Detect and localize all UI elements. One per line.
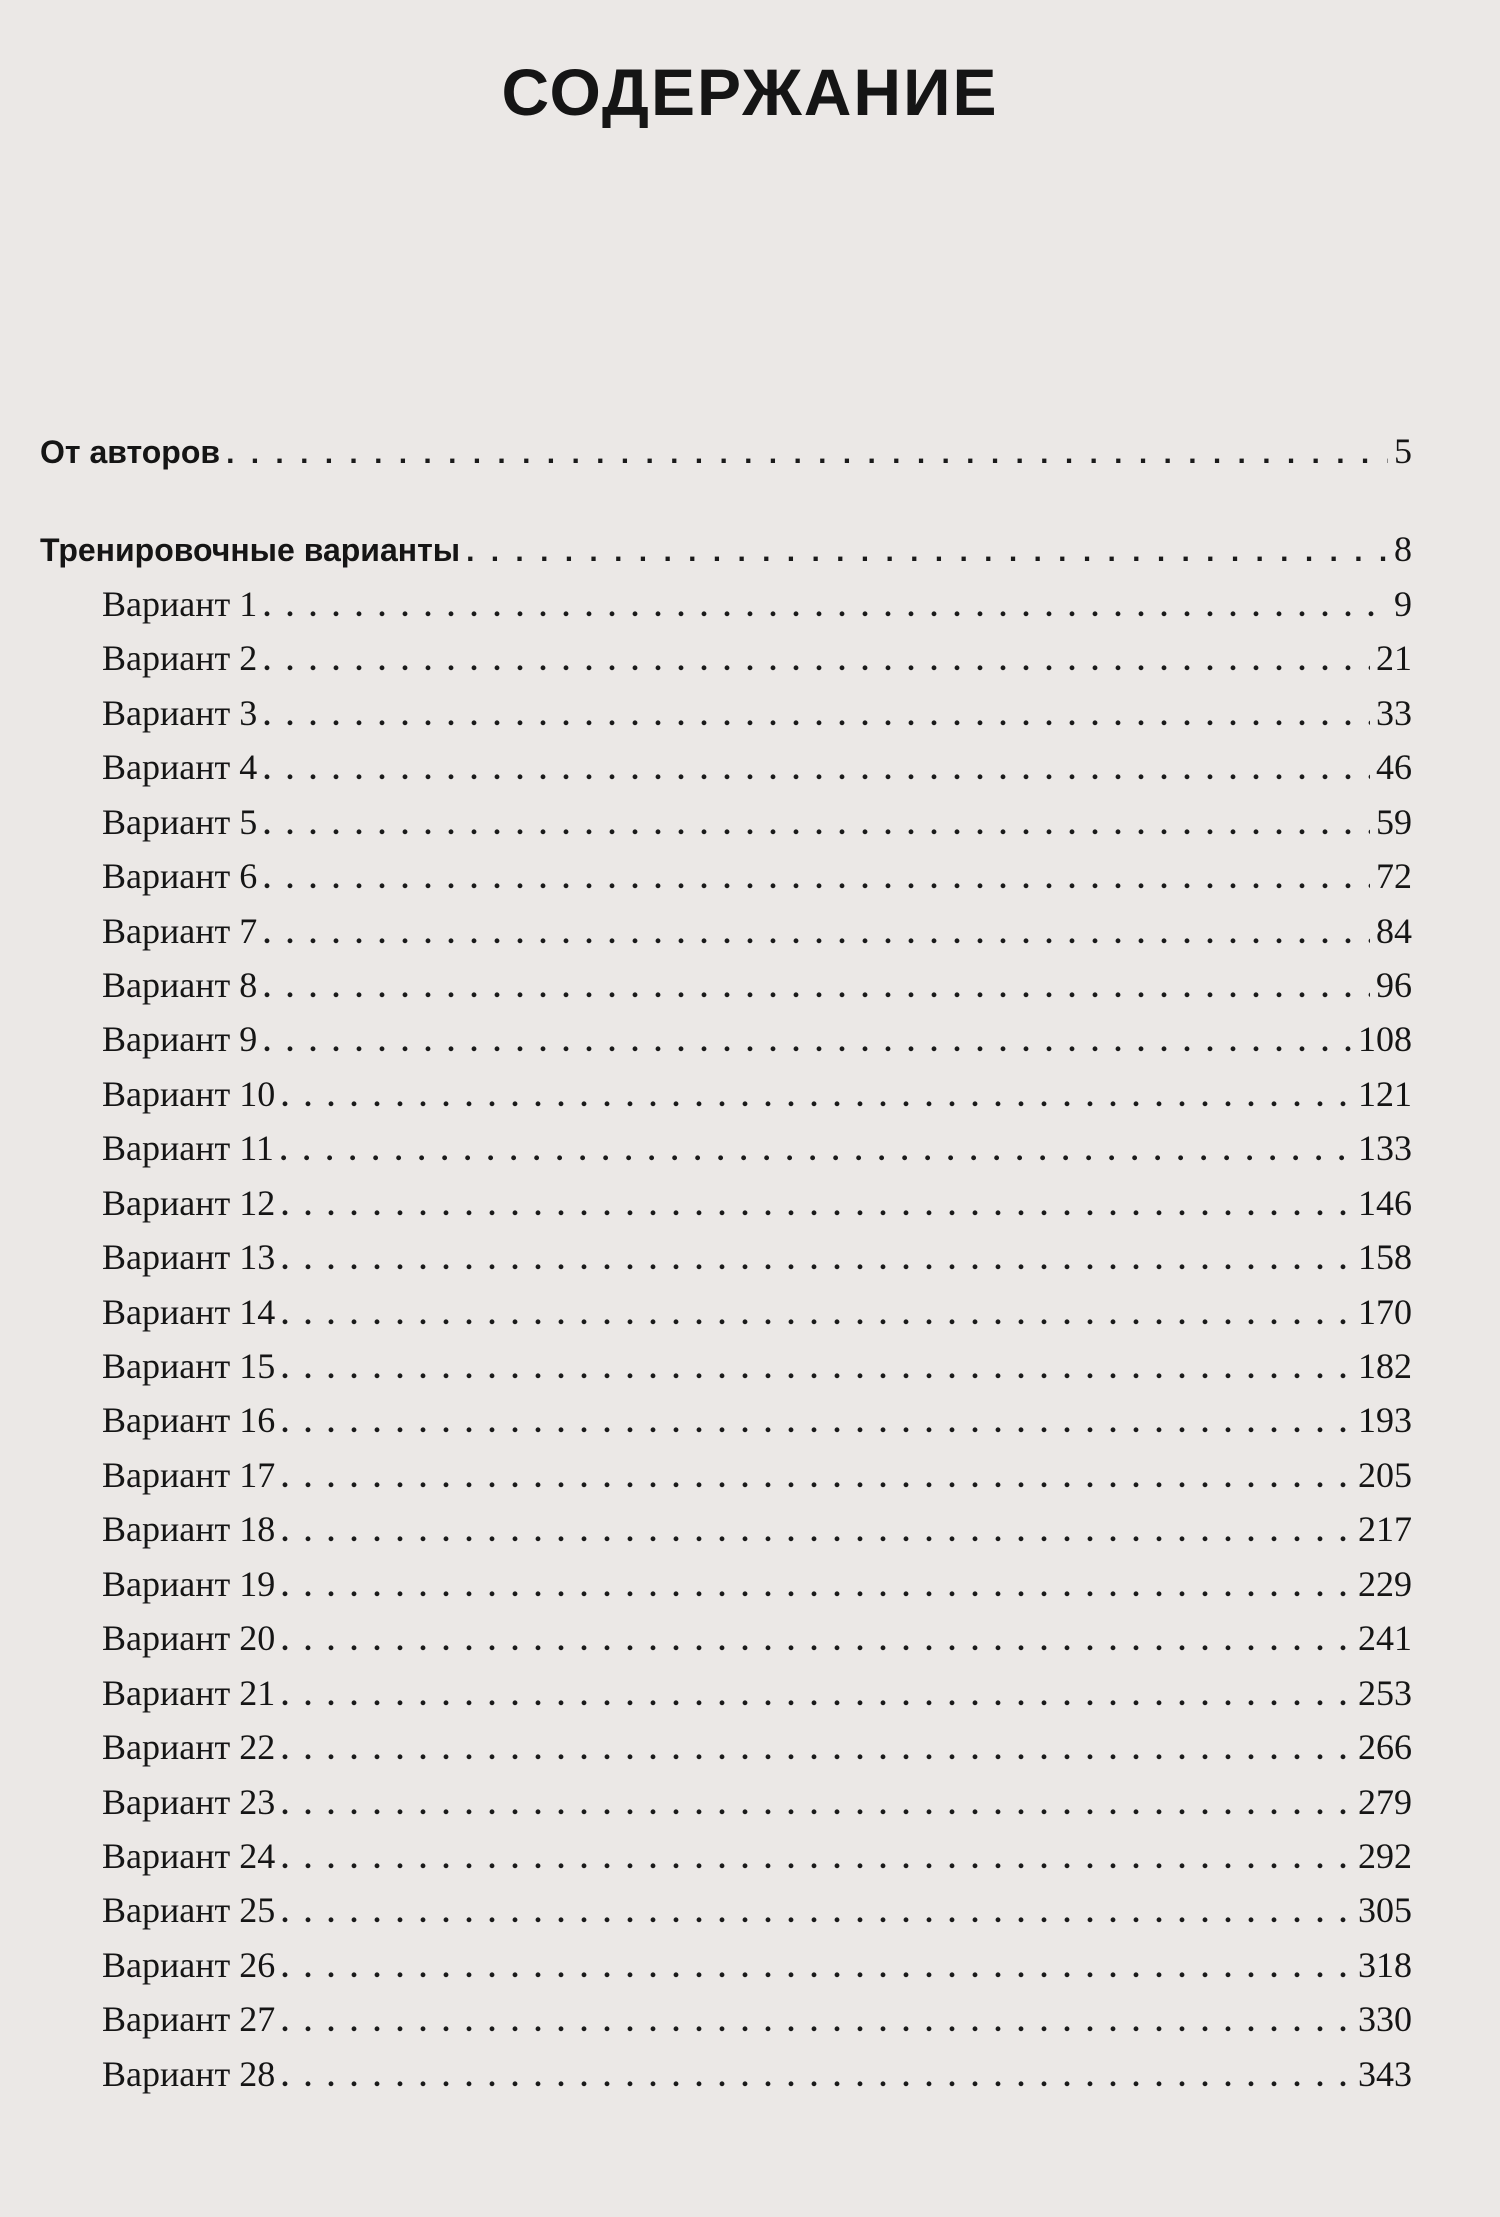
- toc-entry: [40, 849, 1412, 903]
- toc-entry-label: Вариант 23: [102, 1782, 276, 1822]
- toc-entry-page: 279: [1358, 1782, 1412, 1822]
- dot-leader: [281, 1669, 1352, 1723]
- dot-leader: [281, 1614, 1352, 1668]
- toc-entry-label: Вариант 27: [102, 1999, 276, 2039]
- toc-entry: [40, 577, 1412, 631]
- dot-leader: [281, 1723, 1352, 1777]
- dot-leader: [281, 1396, 1352, 1450]
- toc-entry-page: 193: [1358, 1400, 1412, 1440]
- toc-entry: [40, 1285, 1412, 1339]
- dot-leader: [281, 1070, 1352, 1124]
- toc-entry-label: Вариант 19: [102, 1564, 276, 1604]
- dot-leader: [281, 1342, 1352, 1396]
- toc-entry-page: 9: [1394, 584, 1412, 624]
- toc-entry-label: Вариант 6: [102, 856, 258, 896]
- toc-entry-page: 229: [1358, 1564, 1412, 1604]
- toc-entry-page: 170: [1358, 1292, 1412, 1332]
- dot-leader: [281, 1560, 1352, 1614]
- toc-entry-label: Вариант 13: [102, 1237, 276, 1277]
- toc-entry: [40, 1938, 1412, 1992]
- toc-entry: [40, 522, 1412, 576]
- toc-entry-page: 292: [1358, 1836, 1412, 1876]
- toc-entry-label: Вариант 12: [102, 1183, 276, 1223]
- toc-entry-label: Вариант 10: [102, 1074, 276, 1114]
- toc-entry: [40, 686, 1412, 740]
- toc-entry: [40, 795, 1412, 849]
- dot-leader: [263, 907, 1370, 961]
- dot-leader: [263, 580, 1388, 634]
- toc-entry: [40, 1012, 1412, 1066]
- toc-entry: [40, 1666, 1412, 1720]
- dot-leader: [263, 634, 1370, 688]
- toc-entry-page: 343: [1358, 2054, 1412, 2094]
- toc-entry: [40, 2047, 1412, 2101]
- toc-entry-page: 96: [1376, 965, 1412, 1005]
- toc-entry-label: Вариант 2: [102, 638, 258, 678]
- toc-entry: [40, 1611, 1412, 1665]
- toc-entry: [40, 1448, 1412, 1502]
- toc-entry-label: Вариант 22: [102, 1727, 276, 1767]
- toc-entry-label: Вариант 11: [102, 1128, 274, 1168]
- dot-leader: [281, 1179, 1352, 1233]
- toc-entry-page: 133: [1358, 1128, 1412, 1168]
- dot-leader: [263, 798, 1370, 852]
- toc-entry-label: Вариант 14: [102, 1292, 276, 1332]
- toc-entry: [40, 1775, 1412, 1829]
- toc-entry-page: 305: [1358, 1890, 1412, 1930]
- dot-leader: [281, 1505, 1352, 1559]
- dot-leader: [263, 743, 1370, 797]
- dot-leader: [466, 525, 1388, 579]
- toc-entry: [40, 1176, 1412, 1230]
- toc-entry-page: 205: [1358, 1455, 1412, 1495]
- toc-entry: [40, 1992, 1412, 2046]
- toc-entry-page: 217: [1358, 1509, 1412, 1549]
- toc-entry: [40, 1067, 1412, 1121]
- toc-entry: [40, 631, 1412, 685]
- toc-entry: [40, 1720, 1412, 1774]
- dot-leader: [281, 1451, 1352, 1505]
- toc-entry-page: 72: [1376, 856, 1412, 896]
- toc-entry-label: Вариант 25: [102, 1890, 276, 1930]
- toc-entry-label: Вариант 8: [102, 965, 258, 1005]
- page-title: СОДЕРЖАНИЕ: [501, 55, 999, 129]
- toc-entry: [40, 904, 1412, 958]
- toc-entry-page: 318: [1358, 1945, 1412, 1985]
- toc-entry-page: 21: [1376, 638, 1412, 678]
- toc-entry-label: Вариант 15: [102, 1346, 276, 1386]
- toc-entry-page: 108: [1358, 1019, 1412, 1059]
- dot-leader: [280, 1124, 1352, 1178]
- toc-entry: [40, 1829, 1412, 1883]
- dot-leader: [263, 961, 1370, 1015]
- dot-leader: [281, 1778, 1352, 1832]
- toc-entry-label: Вариант 7: [102, 911, 258, 951]
- dot-leader: [263, 689, 1370, 743]
- toc-entry: [40, 424, 1412, 478]
- toc-entry-label: Тренировочные варианты: [40, 532, 461, 568]
- toc-entry-page: 84: [1376, 911, 1412, 951]
- toc-entry-label: Вариант 24: [102, 1836, 276, 1876]
- toc-entry-label: Вариант 5: [102, 802, 258, 842]
- toc-entry: [40, 1393, 1412, 1447]
- toc-entry-label: Вариант 9: [102, 1019, 258, 1059]
- toc-entry-label: Вариант 3: [102, 693, 258, 733]
- toc-entry-label: Вариант 17: [102, 1455, 276, 1495]
- toc-entry-label: Вариант 4: [102, 747, 258, 787]
- toc-entry-page: 5: [1394, 431, 1412, 471]
- toc-entry-page: 59: [1376, 802, 1412, 842]
- toc-entry-page: 253: [1358, 1673, 1412, 1713]
- toc-entry: [40, 958, 1412, 1012]
- toc-entry-label: Вариант 18: [102, 1509, 276, 1549]
- dot-leader: [281, 1288, 1352, 1342]
- toc-entry-page: 8: [1394, 529, 1412, 569]
- toc-entry: [40, 1883, 1412, 1937]
- toc-entry-page: 121: [1358, 1074, 1412, 1114]
- toc-entry-page: 158: [1358, 1237, 1412, 1277]
- toc-entry: [40, 1230, 1412, 1284]
- dot-leader: [281, 1941, 1352, 1995]
- toc-entry-label: Вариант 16: [102, 1400, 276, 1440]
- dot-leader: [263, 852, 1370, 906]
- toc-entry: [40, 1502, 1412, 1556]
- dot-leader: [263, 1015, 1352, 1069]
- dot-leader: [281, 1832, 1352, 1886]
- toc-entry-page: 266: [1358, 1727, 1412, 1767]
- toc-entry-page: 33: [1376, 693, 1412, 733]
- toc-entry-page: 146: [1358, 1183, 1412, 1223]
- toc-entry-page: 330: [1358, 1999, 1412, 2039]
- dot-leader: [281, 1995, 1352, 2049]
- toc-entry-label: Вариант 26: [102, 1945, 276, 1985]
- dot-leader: [226, 427, 1388, 481]
- toc-entry-page: 182: [1358, 1346, 1412, 1386]
- toc-entry: [40, 1339, 1412, 1393]
- toc-entry-label: Вариант 20: [102, 1618, 276, 1658]
- toc-entry: [40, 1121, 1412, 1175]
- toc-entry-page: 241: [1358, 1618, 1412, 1658]
- dot-leader: [281, 1233, 1352, 1287]
- toc-entry-label: Вариант 28: [102, 2054, 276, 2094]
- toc-entry-page: 46: [1376, 747, 1412, 787]
- toc-entry-label: Вариант 1: [102, 584, 258, 624]
- dot-leader: [281, 1886, 1352, 1940]
- toc-entry: [40, 1557, 1412, 1611]
- dot-leader: [281, 2050, 1352, 2104]
- toc-entry-label: От авторов: [40, 434, 221, 470]
- toc-entry: [40, 740, 1412, 794]
- toc-entry-label: Вариант 21: [102, 1673, 276, 1713]
